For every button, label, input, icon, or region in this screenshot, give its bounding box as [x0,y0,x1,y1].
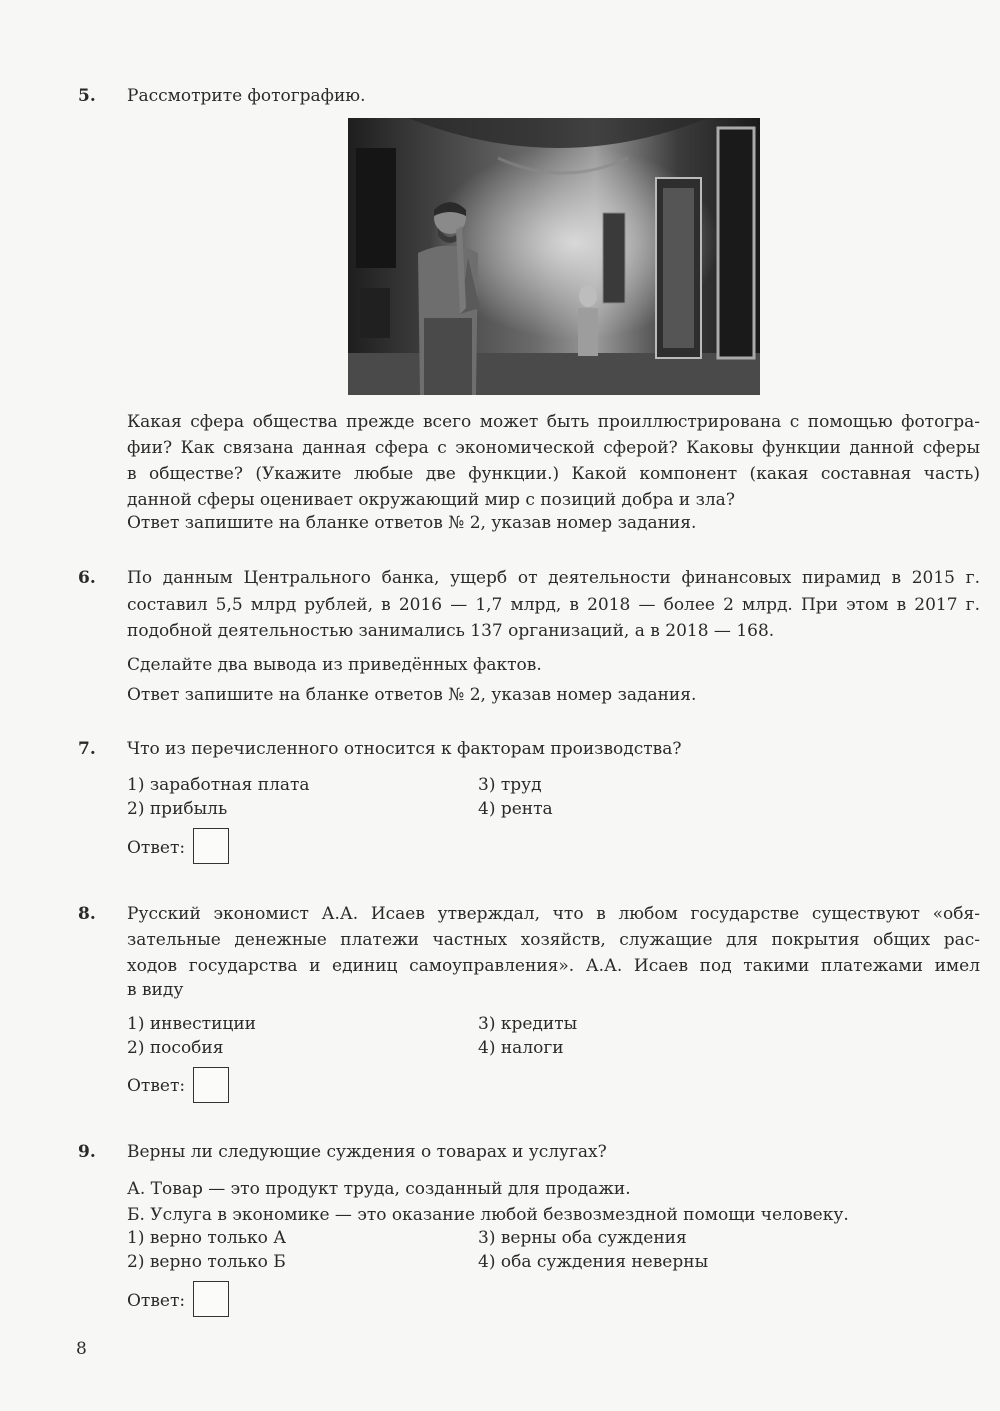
question-text-line: в виду [127,980,184,1000]
question-prompt: Верны ли следующие суждения о товарах и услугах? [127,1142,607,1162]
question-text-line: ходов государства и единиц самоуправления». А.А. Исаев под такими платежами имел [127,956,980,976]
answer-label: Ответ: [127,838,186,858]
statement-a: А. Товар — это продукт труда, созданный для продажи. [127,1179,631,1199]
answer-box[interactable] [193,1067,229,1103]
question-text-line: По данным Центрального банка, ущерб от деятельности финансовых пирамид в 2015 г. [127,568,980,588]
answer-box[interactable] [193,828,229,864]
question-number: 5. [78,86,96,106]
gallery-photo [348,118,760,395]
answer-option[interactable]: 4) оба суждения неверны [478,1252,709,1272]
question-text-line: в обществе? (Укажите любые две функции.) Какой компонент (какая составная часть) [127,464,980,484]
question-prompt: Что из перечисленного относится к факторам производства? [127,739,682,759]
question-text-line: подобной деятельностью занимались 137 организаций, а в 2018 — 168. [127,621,775,641]
answer-option[interactable]: 3) верны оба суждения [478,1228,687,1248]
question-number: 9. [78,1142,96,1162]
question-number: 6. [78,568,96,588]
photo-illustration [348,118,760,395]
answer-option[interactable]: 2) пособия [127,1038,224,1058]
question-text-line: фии? Как связана данная сфера с экономической сферой? Каковы функции данной сферы [127,438,980,458]
question-number: 8. [78,904,96,924]
answer-option[interactable]: 2) верно только Б [127,1252,286,1272]
answer-option[interactable]: 3) труд [478,775,542,795]
answer-instruction: Ответ запишите на бланке ответов № 2, указав номер задания. [127,513,697,533]
answer-instruction: Ответ запишите на бланке ответов № 2, указав номер задания. [127,685,697,705]
answer-option[interactable]: 1) инвестиции [127,1014,256,1034]
statement-b: Б. Услуга в экономике — это оказание любой безвозмездной помощи человеку. [127,1205,849,1225]
question-number: 7. [78,739,96,759]
answer-option[interactable]: 2) прибыль [127,799,228,819]
answer-option[interactable]: 1) верно только А [127,1228,287,1248]
page-number: 8 [76,1339,87,1359]
answer-option[interactable]: 4) налоги [478,1038,564,1058]
question-text-line: данной сферы оценивает окружающий мир с позиций добра и зла? [127,490,735,510]
answer-box[interactable] [193,1281,229,1317]
question-text-line: Какая сфера общества прежде всего может быть проиллюстрирована с помощью фотогра- [127,412,980,432]
answer-option[interactable]: 4) рента [478,799,553,819]
question-prompt: Рассмотрите фотографию. [127,86,366,106]
answer-option[interactable]: 1) заработная плата [127,775,310,795]
question-task: Сделайте два вывода из приведённых фактов. [127,655,542,675]
question-text-line: Русский экономист А.А. Исаев утверждал, что в любом государстве существуют «обя- [127,904,980,924]
answer-label: Ответ: [127,1291,186,1311]
question-text-line: зательные денежные платежи частных хозяйств, служащие для покрытия общих рас- [127,930,980,950]
answer-label: Ответ: [127,1076,186,1096]
question-text-line: составил 5,5 млрд рублей, в 2016 — 1,7 млрд, в 2018 — более 2 млрд. При этом в 2017 г. [127,595,980,615]
answer-option[interactable]: 3) кредиты [478,1014,578,1034]
